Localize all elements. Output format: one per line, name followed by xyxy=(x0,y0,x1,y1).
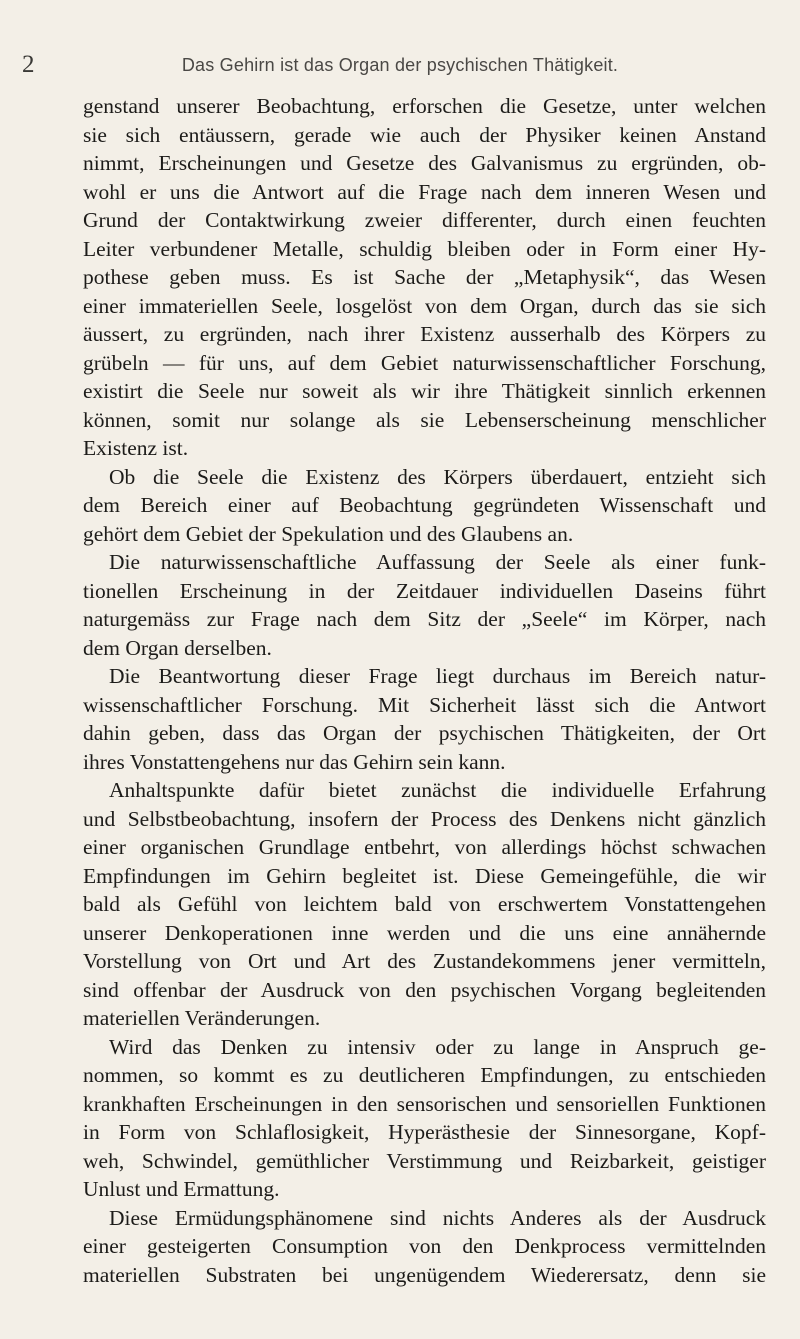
text-line: können, somit nur solange als sie Lebenserscheinung menschlicher xyxy=(83,407,766,432)
text-line: existirt die Seele nur soweit als wir ihre Thätigkeit sinnlich erkennen xyxy=(83,379,766,403)
text-line: Diese Ermüdungsphänomene sind nichts Anderes als der Ausdruck xyxy=(109,1205,766,1230)
text-line: einer immateriellen Seele, losgelöst von dem Organ, durch das sie sich xyxy=(83,293,766,318)
text-line: sind offenbar der Ausdruck von den psychischen Vorgang begleitenden xyxy=(83,977,766,1002)
text-line: grübeln — für uns, auf dem Gebiet naturwissenschaftlicher Forschung, xyxy=(83,350,766,375)
text-line: ihres Vonstattengehens nur das Gehirn sein kann. xyxy=(83,749,506,774)
text-line: krankhaften Erscheinungen in den sensorischen und sensoriellen Funktionen xyxy=(83,1091,766,1116)
text-line: einer gesteigerten Consumption von den Denkprocess vermittelnden xyxy=(83,1234,766,1258)
text-line: nimmt, Erscheinungen und Gesetze des Galvanismus zu ergründen, ob- xyxy=(83,151,766,175)
text-line: bald als Gefühl von leichtem bald von erschwertem Vonstattengehen xyxy=(83,892,766,916)
text-line: pothese geben muss. Es ist Sache der „Metaphysik“, das Wesen xyxy=(83,265,766,289)
text-line: gehört dem Gebiet der Spekulation und des Glaubens an. xyxy=(83,521,574,546)
text-line: materiellen Substraten bei ungenügendem Wiederersatz, denn sie xyxy=(83,1262,766,1287)
text-line: dem Bereich einer auf Beobachtung gegründeten Wissenschaft und xyxy=(83,493,766,517)
text-line: materiellen Veränderungen. xyxy=(83,1006,321,1030)
text-line: Anhaltspunkte dafür bietet zunächst die individuelle Erfahrung xyxy=(109,778,766,802)
text-line: wohl er uns die Antwort auf die Frage nach dem inneren Wesen und xyxy=(83,179,766,204)
text-line: in Form von Schlaflosigkeit, Hyperästhesie der Sinnesorgane, Kopf- xyxy=(83,1120,766,1144)
text-line: Leiter verbundener Metalle, schuldig bleiben oder in Form einer Hy- xyxy=(83,236,766,261)
text-line: nommen, so kommt es zu deutlicheren Empfindungen, zu entschieden xyxy=(83,1063,766,1087)
text-line: äussert, zu ergründen, nach ihrer Existenz ausserhalb des Körpers zu xyxy=(83,322,766,346)
body-text xyxy=(83,92,766,1289)
text-line: naturgemäss zur Frage nach dem Sitz der „Seele“ im Körper, nach xyxy=(83,607,766,631)
text-line: tionellen Erscheinung in der Zeitdauer individuellen Daseins führt xyxy=(83,578,766,603)
running-head: Das Gehirn ist das Organ der psychischen Thätigkeit. xyxy=(181,55,619,75)
text-line: Die Beantwortung dieser Frage liegt durchaus im Bereich natur- xyxy=(109,664,766,688)
text-line: dem Organ derselben. xyxy=(83,635,272,660)
text-line: dahin geben, dass das Organ der psychischen Thätigkeiten, der Ort xyxy=(83,721,766,745)
text-line: Grund der Contaktwirkung zweier differenter, durch einen feuchten xyxy=(83,208,766,232)
text-line: Ob die Seele die Existenz des Körpers überdauert, entzieht sich xyxy=(109,464,766,489)
text-line: Existenz ist. xyxy=(83,436,189,460)
text-line: und Selbstbeobachtung, insofern der Process des Denkens nicht gänzlich xyxy=(83,806,766,831)
text-line: sie sich entäussern, gerade wie auch der Physiker keinen Anstand xyxy=(83,122,766,147)
text-line: Unlust und Ermattung. xyxy=(83,1177,280,1201)
text-line: weh, Schwindel, gemüthlicher Verstimmung und Reizbarkeit, geistiger xyxy=(83,1148,766,1173)
text-line: einer organischen Grundlage entbehrt, von allerdings höchst schwachen xyxy=(83,835,766,859)
page-header xyxy=(0,48,800,82)
text-line: genstand unserer Beobachtung, erforschen die Gesetze, unter welchen xyxy=(83,94,766,118)
page-number: 2 xyxy=(22,51,35,78)
text-line: Vorstellung von Ort und Art des Zustandekommens jener vermitteln, xyxy=(83,949,766,973)
text-line: Empfindungen im Gehirn begleitet ist. Diese Gemeingefühle, die wir xyxy=(83,863,766,888)
text-line: Die naturwissenschaftliche Auffassung der Seele als einer funk- xyxy=(109,550,766,574)
text-line: Wird das Denken zu intensiv oder zu lange in Anspruch ge- xyxy=(109,1034,766,1059)
text-line: wissenschaftlicher Forschung. Mit Sicherheit lässt sich die Antwort xyxy=(83,692,766,717)
text-line: unserer Denkoperationen inne werden und die uns eine annähernde xyxy=(83,920,766,945)
